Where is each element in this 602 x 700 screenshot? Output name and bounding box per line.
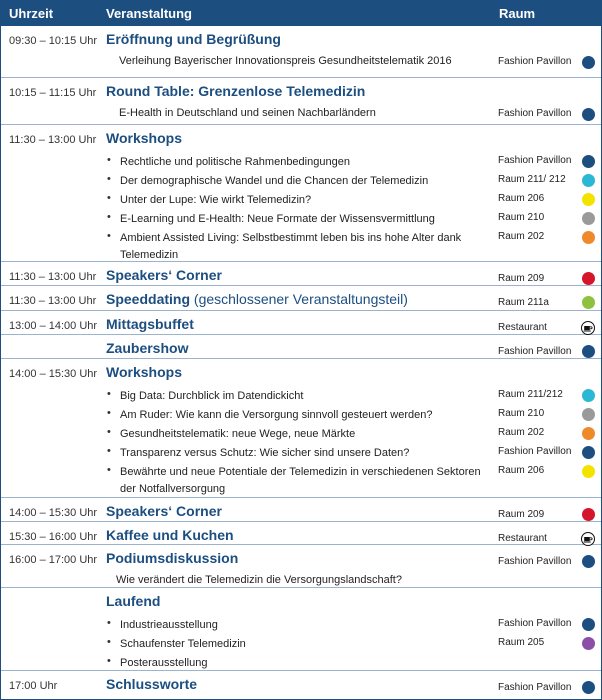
session-title — [106, 316, 194, 332]
session-time: 13:00 – 14:00 Uhr — [9, 320, 98, 332]
room-label: Raum 210 — [498, 212, 545, 223]
schedule-block — [1, 671, 601, 696]
location-dot-icon — [582, 389, 595, 402]
session-time: 15:30 – 16:00 Uhr — [9, 531, 98, 543]
bullet-icon: • — [107, 636, 111, 648]
location-dot-icon — [582, 345, 595, 358]
header-room: Raum — [499, 6, 536, 21]
location-dot-icon — [582, 408, 595, 421]
location-dot-icon — [582, 272, 595, 285]
schedule-body — [1, 26, 601, 696]
coffee-cup-icon — [581, 321, 595, 335]
room-label: Raum 206 — [498, 465, 545, 476]
session-title-text: Workshops — [106, 364, 182, 380]
location-dot-icon — [582, 193, 595, 206]
schedule-row — [1, 443, 601, 462]
bullet-icon: • — [107, 192, 111, 204]
schedule-row — [1, 31, 601, 53]
schedule-row — [1, 105, 601, 124]
session-title-text: Kaffee und Kuchen — [106, 527, 234, 543]
workshop-item-text: Transparenz versus Schutz: Wie sicher sind unsere Daten? — [120, 447, 410, 459]
room-label: Raum 202 — [498, 231, 545, 242]
schedule-row — [1, 405, 601, 424]
schedule-block — [1, 588, 601, 671]
bullet-icon: • — [107, 445, 111, 457]
workshop-item-text: Big Data: Durchblick im Datendickicht — [120, 390, 304, 402]
location-dot-icon — [582, 296, 595, 309]
schedule-row — [1, 615, 601, 634]
schedule-block — [1, 125, 601, 262]
bullet-icon: • — [107, 407, 111, 419]
bullet-icon: • — [107, 388, 111, 400]
session-title — [106, 676, 197, 692]
workshop-item-text: Am Ruder: Wie kann die Versorgung sinnvoll gesteuert werden? — [120, 409, 433, 421]
session-title — [106, 527, 234, 543]
schedule-row — [1, 291, 601, 313]
bullet-icon: • — [107, 426, 111, 438]
schedule-row — [1, 462, 601, 500]
schedule-block — [1, 335, 601, 359]
schedule-block — [1, 26, 601, 78]
bullet-icon: • — [107, 655, 111, 667]
session-title-text: Schlussworte — [106, 676, 198, 692]
schedule-row — [1, 209, 601, 228]
workshop-item-text: Der demographische Wandel und die Chancen der Telemedizin — [120, 175, 429, 187]
workshop-item-text: Rechtliche und politische Rahmenbedingungen — [120, 156, 350, 168]
session-time: 11:30 – 13:00 Uhr — [9, 271, 97, 283]
schedule-block — [1, 522, 601, 545]
room-label: Fashion Pavillon — [498, 618, 572, 629]
location-dot-icon — [582, 427, 595, 440]
session-title — [106, 130, 182, 146]
room-label: Restaurant — [498, 322, 547, 333]
room-label: Raum 211/212 — [498, 389, 563, 400]
bullet-icon: • — [107, 464, 111, 476]
schedule-block — [1, 545, 601, 588]
schedule-row — [1, 171, 601, 190]
schedule-row — [1, 634, 601, 653]
room-label: Fashion Pavillon — [498, 556, 572, 567]
location-dot-icon — [582, 681, 595, 694]
session-title-text: Speeddating — [106, 291, 191, 307]
session-time: 10:15 – 11:15 Uhr — [9, 87, 97, 99]
session-time: 09:30 – 10:15 Uhr — [9, 35, 98, 47]
session-time: 16:00 – 17:00 Uhr — [9, 554, 98, 566]
location-dot-icon — [582, 637, 595, 650]
coffee-cup-icon — [581, 532, 595, 546]
session-time: 14:00 – 15:30 Uhr — [9, 368, 98, 380]
schedule-row — [1, 653, 601, 672]
schedule-row — [1, 53, 601, 72]
bullet-icon: • — [107, 154, 111, 166]
schedule-row — [1, 386, 601, 405]
session-title — [106, 267, 222, 283]
schedule-row — [1, 364, 601, 386]
bullet-icon: • — [107, 211, 111, 223]
session-title — [106, 503, 222, 519]
room-label: Fashion Pavillon — [498, 346, 572, 357]
session-title — [106, 364, 182, 380]
schedule-block — [1, 262, 601, 286]
session-title-note: (geschlossener Veranstaltungsteil) — [190, 291, 408, 307]
room-label: Fashion Pavillon — [498, 108, 572, 119]
bullet-icon: • — [107, 173, 111, 185]
session-subtitle: Wie verändert die Telemedizin die Versorgungslandschaft? — [116, 574, 402, 586]
session-time: 17:00 Uhr — [9, 680, 58, 692]
location-dot-icon — [582, 155, 595, 168]
workshop-item-text: Industrieausstellung — [120, 619, 218, 631]
table-header — [1, 1, 601, 26]
schedule-row — [1, 424, 601, 443]
session-time: 11:30 – 13:00 Uhr — [9, 134, 97, 146]
header-event: Veranstaltung — [106, 6, 192, 21]
session-title — [106, 83, 365, 99]
room-label: Raum 211/ 212 — [498, 174, 566, 185]
workshop-item-text: Bewährte und neue Potentiale der Telemedizin in verschiedenen Sektoren der Notfallversorgung — [120, 466, 481, 495]
location-dot-icon — [582, 555, 595, 568]
room-label: Fashion Pavillon — [498, 682, 572, 693]
workshop-item-text: Unter der Lupe: Wie wirkt Telemedizin? — [120, 194, 312, 206]
room-label: Raum 205 — [498, 637, 545, 648]
location-dot-icon — [582, 618, 595, 631]
schedule-block — [1, 498, 601, 522]
schedule-row — [1, 593, 601, 615]
session-time: 11:30 – 13:00 Uhr — [9, 295, 97, 307]
location-dot-icon — [582, 465, 595, 478]
session-subtitle: E-Health in Deutschland und seinen Nachbarländern — [119, 107, 376, 119]
location-dot-icon — [582, 231, 595, 244]
schedule-row — [1, 190, 601, 209]
session-title-text: Eröffnung und Begrüßung — [106, 31, 281, 47]
workshop-item-text: Schaufenster Telemedizin — [120, 638, 246, 650]
schedule-row — [1, 83, 601, 105]
location-dot-icon — [582, 174, 595, 187]
room-label: Fashion Pavillon — [498, 155, 572, 166]
bullet-icon: • — [107, 230, 111, 242]
schedule-block — [1, 78, 601, 125]
session-title — [106, 550, 238, 566]
schedule-row — [1, 676, 601, 698]
location-dot-icon — [582, 108, 595, 121]
session-time: 14:00 – 15:30 Uhr — [9, 507, 98, 519]
session-title — [106, 340, 188, 356]
workshop-item-text: Gesundheitstelematik: neue Wege, neue Märkte — [120, 428, 356, 440]
location-dot-icon — [582, 212, 595, 225]
schedule-row — [1, 550, 601, 572]
session-title-text: Speakers‘ Corner — [106, 267, 222, 283]
session-title-text: Laufend — [106, 593, 161, 609]
room-label: Raum 202 — [498, 427, 545, 438]
session-title-text: Workshops — [106, 130, 182, 146]
session-title-text: Mittagsbuffet — [106, 316, 194, 332]
room-label: Restaurant — [498, 533, 547, 544]
session-title-text: Podiumsdiskussion — [106, 550, 239, 566]
header-time: Uhrzeit — [9, 6, 54, 21]
room-label: Fashion Pavillon — [498, 56, 572, 67]
bullet-icon: • — [107, 617, 111, 629]
schedule-row — [1, 152, 601, 171]
schedule-row — [1, 130, 601, 152]
location-dot-icon — [582, 56, 595, 69]
workshop-item-text: Ambient Assisted Living: Selbstbestimmt leben bis ins hohe Alter dank Telemedizin — [120, 232, 462, 261]
location-dot-icon — [582, 446, 595, 459]
schedule-block — [1, 359, 601, 498]
room-label: Raum 210 — [498, 408, 545, 419]
schedule-row — [1, 228, 601, 266]
session-title — [106, 31, 281, 47]
room-label: Raum 209 — [498, 509, 545, 520]
workshop-item-text: E-Learning und E-Health: Neue Formate der Wissensvermittlung — [120, 213, 435, 225]
room-label: Raum 211a — [498, 297, 549, 308]
session-title-text: Zaubershow — [106, 340, 189, 356]
room-label: Fashion Pavillon — [498, 446, 572, 457]
session-title-text: Speakers‘ Corner — [106, 503, 222, 519]
session-subtitle: Verleihung Bayerischer Innovationspreis Gesundheitstelematik 2016 — [119, 55, 452, 67]
session-title — [106, 593, 160, 609]
schedule-block — [1, 286, 601, 311]
schedule-block — [1, 311, 601, 335]
room-label: Raum 209 — [498, 273, 545, 284]
location-dot-icon — [582, 508, 595, 521]
room-label: Raum 206 — [498, 193, 545, 204]
session-title — [106, 291, 408, 307]
workshop-item-text: Posterausstellung — [120, 657, 208, 669]
session-title-text: Round Table: Grenzenlose Telemedizin — [106, 83, 366, 99]
